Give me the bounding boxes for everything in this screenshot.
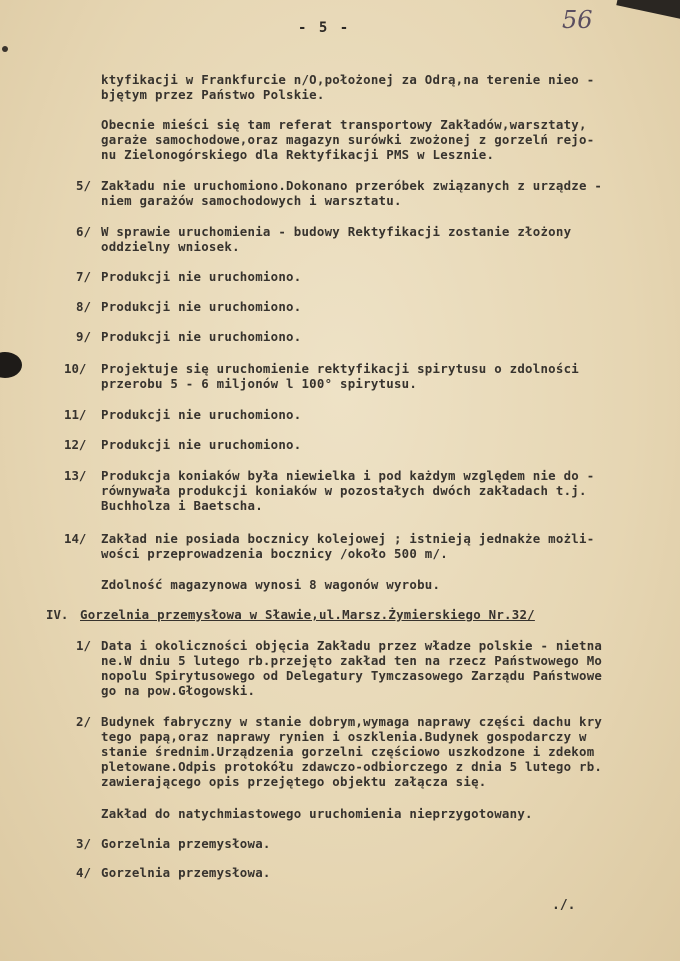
item-line: Produkcji nie uruchomiono.: [101, 407, 302, 422]
item-number: 8/: [76, 299, 91, 314]
item-line: oddzielny wniosek.: [101, 239, 240, 254]
torn-corner: [616, 0, 680, 24]
item-line: Zakładu nie uruchomiono.Dokonano przeróbek związanych z urządze -: [101, 178, 603, 193]
section-roman-numeral: IV.: [46, 607, 69, 622]
item-line: Zakład nie posiada bocznicy kolejowej ; istnieją jednakże możli-: [101, 531, 595, 546]
item-line: zawierającego opis przejętego objektu załącza się.: [101, 774, 487, 789]
item-number: 7/: [76, 269, 91, 284]
item-line: nopolu Spirytusowego od Delegatury Tymczasowego Zarządu Państwowe: [101, 668, 603, 683]
item-line: przerobu 5 - 6 miljonów l 100° spirytusu.: [101, 376, 418, 391]
paragraph-line: Obecnie mieści się tam referat transportowy Zakładów,warsztaty,: [101, 117, 587, 132]
item-line: Produkcja koniaków była niewielka i pod każdym względem nie do -: [101, 468, 595, 483]
item-line: Buchholza i Baetscha.: [101, 498, 263, 513]
section-title: Gorzelnia przemysłowa w Sławie,ul.Marsz.Żymierskiego Nr.32/: [80, 607, 535, 622]
item-number: 13/: [64, 468, 87, 483]
item-number: 10/: [64, 361, 87, 376]
paper-spot: [2, 46, 8, 52]
item-line: równywała produkcji koniaków w pozostałych dwóch zakładach t.j.: [101, 483, 587, 498]
item-number: 11/: [64, 407, 87, 422]
item-number: 9/: [76, 329, 91, 344]
readiness-note: Zakład do natychmiastowego uruchomienia nieprzygotowany.: [101, 806, 533, 821]
intro-line-1: ktyfikacji w Frankfurcie n/O,położonej za Odrą,na terenie nieo -: [101, 72, 595, 87]
item-line: wości przeprowadzenia bocznicy /około 500 m/.: [101, 546, 448, 561]
paragraph-line: garaże samochodowe,oraz magazyn surówki zwożonej z gorzelń rejo-: [101, 132, 595, 147]
capacity-note: Zdolność magazynowa wynosi 8 wagonów wyrobu.: [101, 577, 441, 592]
item-number: 12/: [64, 437, 87, 452]
item-line: stanie średnim.Urządzenia gorzelni częściowo uszkodzone i zdekom: [101, 744, 595, 759]
item-line: Gorzelnia przemysłowa.: [101, 836, 271, 851]
item-line: Produkcji nie uruchomiono.: [101, 269, 302, 284]
item-line: niem garażów samochodowych i warsztatu.: [101, 193, 402, 208]
item-line: Projektuje się uruchomienie rektyfikacji spirytusu o zdolności: [101, 361, 580, 376]
handwritten-page-number: 56: [562, 6, 593, 34]
item-number: 2/: [76, 714, 91, 729]
page-number: - 5 -: [298, 20, 351, 36]
item-line: Gorzelnia przemysłowa.: [101, 865, 271, 880]
punch-hole: [0, 352, 22, 378]
item-line: Produkcji nie uruchomiono.: [101, 329, 302, 344]
paragraph-line: nu Zielonogórskiego dla Rektyfikacji PMS w Lesznie.: [101, 147, 495, 162]
item-line: ne.W dniu 5 lutego rb.przejęto zakład ten na rzecz Państwowego Mo: [101, 653, 603, 668]
item-number: 5/: [76, 178, 91, 193]
item-number: 14/: [64, 531, 87, 546]
item-line: pletowane.Odpis protokółu zdawczo-odbiorczego z dnia 5 lutego rb.: [101, 759, 603, 774]
item-line: go na pow.Głogowski.: [101, 683, 256, 698]
item-number: 4/: [76, 865, 91, 880]
continuation-mark: ./.: [552, 898, 576, 913]
item-line: W sprawie uruchomienia - budowy Rektyfikacji zostanie złożony: [101, 224, 572, 239]
item-number: 3/: [76, 836, 91, 851]
item-number: 1/: [76, 638, 91, 653]
item-line: Produkcji nie uruchomiono.: [101, 437, 302, 452]
item-number: 6/: [76, 224, 91, 239]
item-line: Budynek fabryczny w stanie dobrym,wymaga naprawy części dachu kry: [101, 714, 603, 729]
item-line: tego papą,oraz naprawy rynien i oszklenia.Budynek gospodarczy w: [101, 729, 587, 744]
intro-line-2: bjętym przez Państwo Polskie.: [101, 87, 325, 102]
item-line: Produkcji nie uruchomiono.: [101, 299, 302, 314]
item-line: Data i okoliczności objęcia Zakładu przez władze polskie - nietna: [101, 638, 603, 653]
